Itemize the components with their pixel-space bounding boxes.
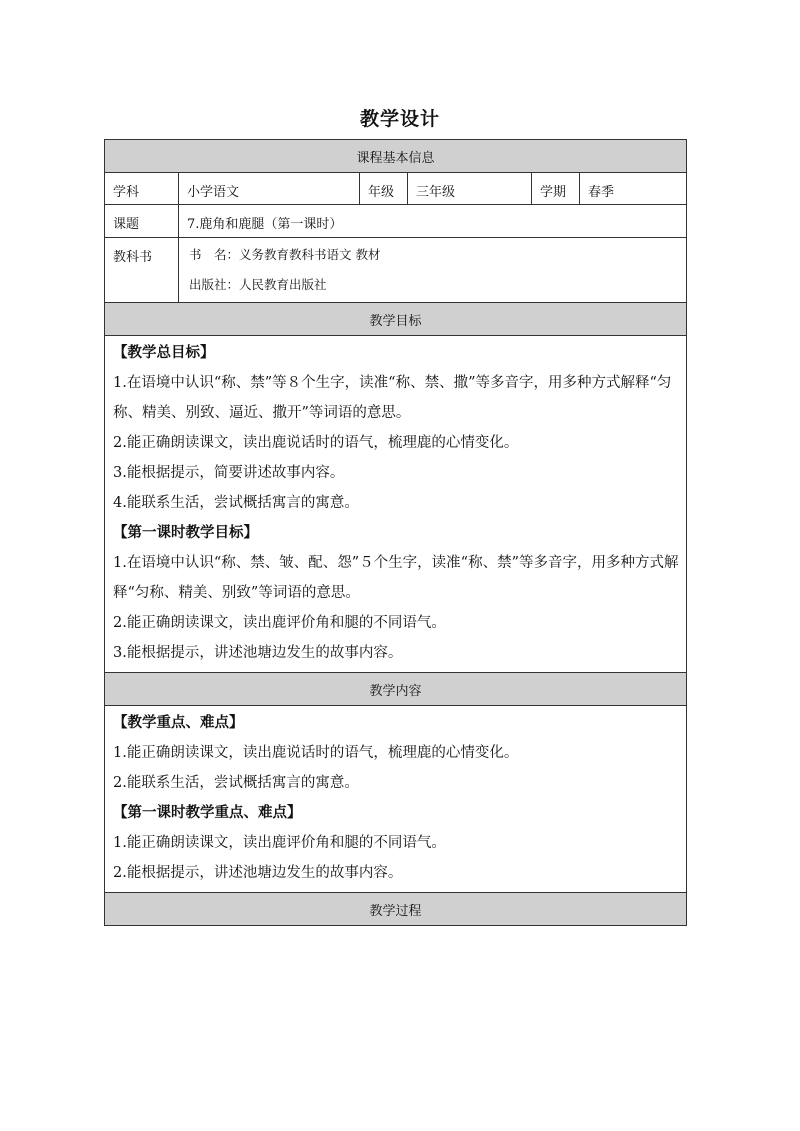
key-points-heading: 【教学重点、难点】 — [113, 715, 244, 731]
overall-goal-item: 3.能根据提示，简要讲述故事内容。 — [113, 465, 345, 481]
term-value: 春季 — [580, 173, 687, 205]
lesson1-goal-item: 1.在语境中认识“称、禁、皱、配、怨”５个生字，读准“称、禁”等多音字，用多种方式解释“匀称、精美、别致”等词语的意思。 — [113, 555, 679, 601]
subject-label: 学科 — [105, 173, 179, 205]
subject-value: 小学语文 — [179, 173, 360, 205]
section-header-content: 教学内容 — [105, 673, 687, 706]
lesson1-goal-item: 2.能正确朗读课文，读出鹿评价角和腿的不同语气。 — [113, 615, 446, 631]
grade-label: 年级 — [360, 173, 408, 205]
lesson1-key-points-heading: 【第一课时教学重点、难点】 — [113, 805, 302, 821]
overall-goal-item: 4.能联系生活，尝试概括寓言的寓意。 — [113, 495, 359, 511]
lesson-plan-table — [104, 139, 687, 926]
topic-value: 7.鹿角和鹿腿（第一课时） — [179, 205, 687, 238]
section-header-basic-info: 课程基本信息 — [105, 140, 687, 173]
overall-goals-heading: 【教学总目标】 — [113, 345, 215, 361]
section-header-process: 教学过程 — [105, 893, 687, 926]
textbook-label: 教科书 — [105, 238, 179, 303]
topic-label: 课题 — [105, 205, 179, 238]
textbook-value — [179, 238, 687, 303]
key-point-item: 2.能联系生活，尝试概括寓言的寓意。 — [113, 775, 359, 791]
textbook-publisher: 出版社：人民教育出版社 — [189, 277, 327, 292]
lesson1-key-point-item: 1.能正确朗读课文，读出鹿评价角和腿的不同语气。 — [113, 835, 446, 851]
grade-value: 三年级 — [408, 173, 532, 205]
term-label: 学期 — [532, 173, 580, 205]
document-title: 教学设计 — [359, 108, 440, 130]
textbook-name: 书 名：义务教育教科书语文 教材 — [189, 247, 381, 262]
lesson1-goals-heading: 【第一课时教学目标】 — [113, 525, 258, 541]
section-header-goals: 教学目标 — [105, 303, 687, 336]
goals-block — [105, 336, 687, 673]
overall-goal-item: 2.能正确朗读课文，读出鹿说话时的语气，梳理鹿的心情变化。 — [113, 435, 519, 451]
key-point-item: 1.能正确朗读课文，读出鹿说话时的语气，梳理鹿的心情变化。 — [113, 745, 519, 761]
lesson1-goal-item: 3.能根据提示，讲述池塘边发生的故事内容。 — [113, 645, 403, 661]
content-block — [105, 706, 687, 893]
overall-goal-item: 1.在语境中认识“称、禁”等８个生字，读准“称、禁、撒”等多音字，用多种方式解释“匀称、精美、别致、逼近、撒开”等词语的意思。 — [113, 375, 672, 421]
lesson1-key-point-item: 2.能根据提示，讲述池塘边发生的故事内容。 — [113, 865, 403, 881]
